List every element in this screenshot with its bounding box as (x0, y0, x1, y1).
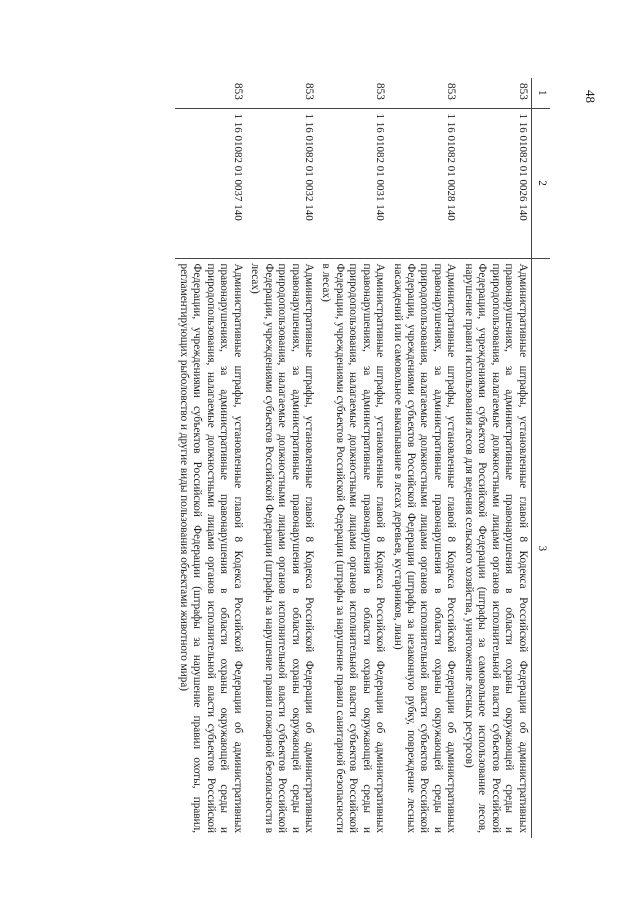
table-row (459, 78, 531, 838)
description-cell: Административные штрафы, установленные главой 8 Кодекса Российской Федерации об административных правонарушениях, за административные правонарушения в области охраны окружающей среды и природопользования, налагаемые должностными лицами органов исполнительной власти субъектов Российской Федерации, учреждениями субъектов Российской Федерации (штрафы за незаконную рубку, повреждение лесных насаждений или самовольное выкапывание в лесах деревьев, кустарников, лиан) (388, 258, 459, 838)
rotated-page-content (100, 78, 550, 838)
description-cell: Административные штрафы, установленные главой 8 Кодекса Российской Федерации об административных правонарушениях, за административные правонарушения в области охраны окружающей среды и природопользования, налагаемые должностными лицами органов исполнительной власти субъектов Российской Федерации, учреждениями субъектов Российской Федерации (штрафы за нарушение правил пожарной безопасности в лесах) (246, 258, 317, 838)
table-header-row (531, 78, 550, 838)
column-header-2: 2 (531, 108, 550, 258)
admin-code-cell: 853 (516, 83, 529, 100)
description-cell: Административные штрафы, установленные главой 8 Кодекса Российской Федерации об административных правонарушениях, за административные правонарушения в области охраны окружающей среды и природопользования, налагаемые должностными лицами органов исполнительной власти субъектов Российской Федерации, учреждениями субъектов Российской Федерации (штрафы за нарушение правил охоты, правил, регламентирующих рыболовство и другие виды пользования объектами животного мира) (175, 258, 246, 838)
description-cell: Административные штрафы, установленные главой 8 Кодекса Российской Федерации об административных правонарушениях, за административные правонарушения в области охраны окружающей среды и природопользования, налагаемые должностными лицами органов исполнительной власти субъектов Российской Федерации, учреждениями субъектов Российской Федерации (штрафы за нарушение правил санитарной безопасности в лесах) (317, 258, 388, 838)
table-row (175, 78, 246, 838)
admin-code-cell: 853 (445, 83, 458, 100)
page-number: 48 (583, 90, 598, 103)
description-cell: Административные штрафы, установленные главой 8 Кодекса Российской Федерации об административных правонарушениях, за административные правонарушения в области охраны окружающей среды и природопользования, налагаемые должностными лицами органов исполнительной власти субъектов Российской Федерации, учреждениями субъектов Российской Федерации (штрафы за самовольное использование лесов, нарушение правил использования лесов для ведения сельского хозяйства, уничтожение лесных ресурсов) (459, 258, 531, 838)
table-row (317, 78, 388, 838)
budget-code-cell: 1 16 01082 01 0026 140 (459, 108, 531, 258)
admin-code-cell: 853 (231, 83, 244, 100)
budget-code-cell: 1 16 01082 01 0037 140 (175, 108, 246, 258)
admin-code-cell: 853 (303, 83, 315, 100)
table-row (246, 78, 317, 838)
column-header-3: 3 (531, 258, 550, 838)
table-row (388, 78, 459, 838)
budget-codes-table (175, 78, 550, 838)
budget-code-cell: 1 16 01082 01 0032 140 (246, 108, 317, 258)
budget-code-cell: 1 16 01082 01 0028 140 (388, 108, 459, 258)
column-header-1: 1 (531, 78, 550, 108)
admin-code-cell: 853 (374, 83, 387, 100)
budget-code-cell: 1 16 01082 01 0031 140 (317, 108, 388, 258)
